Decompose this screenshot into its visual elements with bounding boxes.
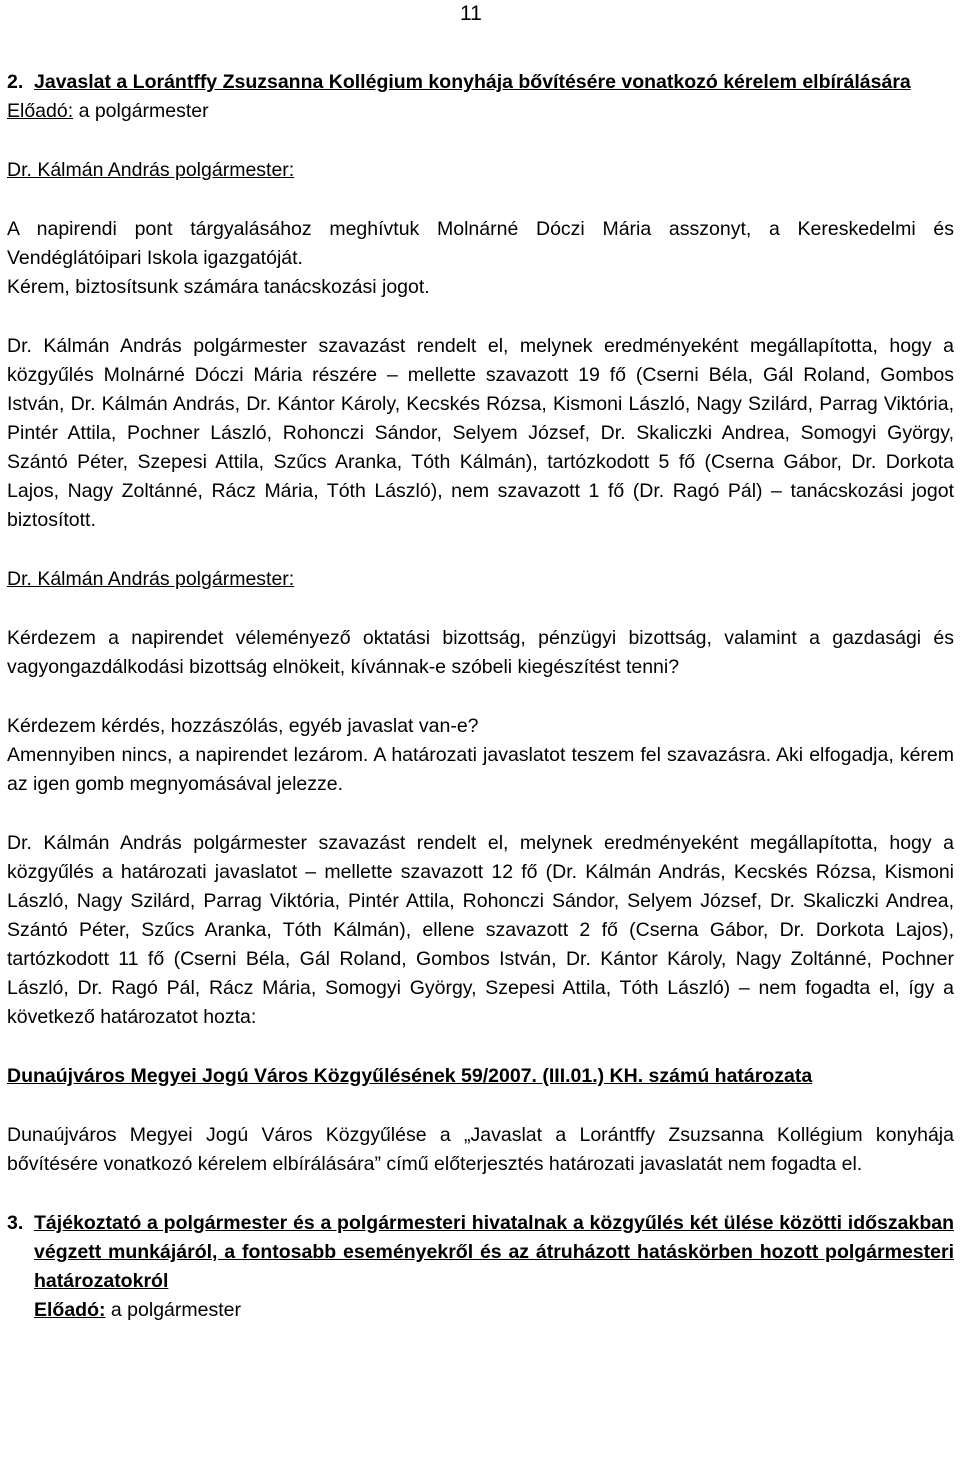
presenter-label: Előadó: xyxy=(34,1299,106,1321)
paragraph-questions: Kérdezem kérdés, hozzászólás, egyéb javaslat van-e? xyxy=(7,715,479,737)
agenda-item-2-presenter xyxy=(7,97,954,126)
vote-result-1: Dr. Kálmán András polgármester szavazást rendelt el, melynek eredményeként megállapította, hogy a közgyűlés Molnárné Dóczi Mária részére – mellette szavazott 19 fő (Cserni Béla, Gál Roland, Gombos István, Dr. Kálmán András, Dr. Kántor Károly, Kecskés Rózsa, Kismoni László, Nagy Szilárd, Parrag Viktória, Pintér Attila, Pochner László, Rohonczi Sándor, Selyem József, Dr. Skaliczki Andrea, Somogyi György, Szántó Péter, Szepesi Attila, Szűcs Aranka, Tóth Kálmán), tartózkodott 5 fő (Cserna Gábor, Dr. Dorkota Lajos, Nagy Zoltánné, Rácz Mária, Tóth László), nem szavazott 1 fő (Dr. Ragó Pál) – tanácskozási jogot biztosított. xyxy=(7,335,954,531)
paragraph-request: Kérem, biztosítsunk számára tanácskozási jogot. xyxy=(7,276,430,298)
presenter-name: a polgármester xyxy=(110,1299,241,1321)
agenda-item-3-title: Tájékoztató a polgármester és a polgármesteri hivatalnak a közgyűlés két ülése közötti időszakban végzett munkájáról, a fontosabb eseményekről és az átruházott hatáskörben hozott polgármesteri határozatokról xyxy=(34,1212,954,1292)
presenter-name: a polgármester xyxy=(78,100,209,122)
speaker-heading-2: Dr. Kálmán András polgármester: xyxy=(7,568,295,590)
resolution-text: Dunaújváros Megyei Jogú Város Közgyűlése a „Javaslat a Lorántffy Zsuzsanna Kollégium konyhája bővítésére vonatkozó kérelem elbírálására” című előterjesztés határozati javaslatát nem fogadta el. xyxy=(7,1124,954,1175)
agenda-item-2-number: 2. xyxy=(7,71,24,93)
vote-result-2: Dr. Kálmán András polgármester szavazást rendelt el, melynek eredményeként megállapította, hogy a közgyűlés a határozati javaslatot – mellette szavazott 12 fő (Dr. Kálmán András, Kecskés Rózsa, Kismoni László, Nagy Szilárd, Parrag Viktória, Pintér Attila, Rohonczi Sándor, Selyem József, Dr. Skaliczki Andrea, Szántó Péter, Szűcs Aranka, Tóth Kálmán), ellene szavazott 2 fő (Cserna Gábor, Dr. Dorkota Lajos), tartózkodott 11 fő (Cserni Béla, Gál Roland, Gombos István, Dr. Kántor Károly, Nagy Zoltánné, Pochner László, Dr. Ragó Pál, Rácz Mária, Somogyi György, Szepesi Attila, Tóth László) – nem fogadta el, így a következő határozatot hozta: xyxy=(7,832,954,1028)
agenda-item-3-heading xyxy=(7,1209,954,1296)
agenda-item-3-presenter xyxy=(7,1296,954,1325)
agenda-item-2-heading xyxy=(7,68,954,97)
agenda-item-2-title: Javaslat a Lorántffy Zsuzsanna Kollégium konyhája bővítésére vonatkozó kérelem elbírálására xyxy=(34,71,911,93)
paragraph-committee-question: Kérdezem a napirendet véleményező oktatási bizottság, pénzügyi bizottság, valamint a gazdasági és vagyongazdálkodási bizottság elnökeit, kívánnak-e szóbeli kiegészítést tenni? xyxy=(7,627,954,678)
agenda-item-3-number: 3. xyxy=(7,1212,24,1234)
paragraph-invitation: A napirendi pont tárgyalásához meghívtuk Molnárné Dóczi Mária asszonyt, a Kereskedelmi és Vendéglátóipari Iskola igazgatóját. xyxy=(7,218,954,269)
document-body xyxy=(7,68,954,1325)
speaker-heading-1: Dr. Kálmán András polgármester: xyxy=(7,159,295,181)
presenter-label: Előadó: xyxy=(7,100,74,122)
page-number: 11 xyxy=(460,2,482,25)
resolution-title: Dunaújváros Megyei Jogú Város Közgyűlésének 59/2007. (III.01.) KH. számú határozata xyxy=(7,1065,813,1087)
paragraph-vote-call: Amennyiben nincs, a napirendet lezárom. A határozati javaslatot teszem fel szavazásra. Aki elfogadja, kérem az igen gomb megnyomásával jelezze. xyxy=(7,744,954,795)
